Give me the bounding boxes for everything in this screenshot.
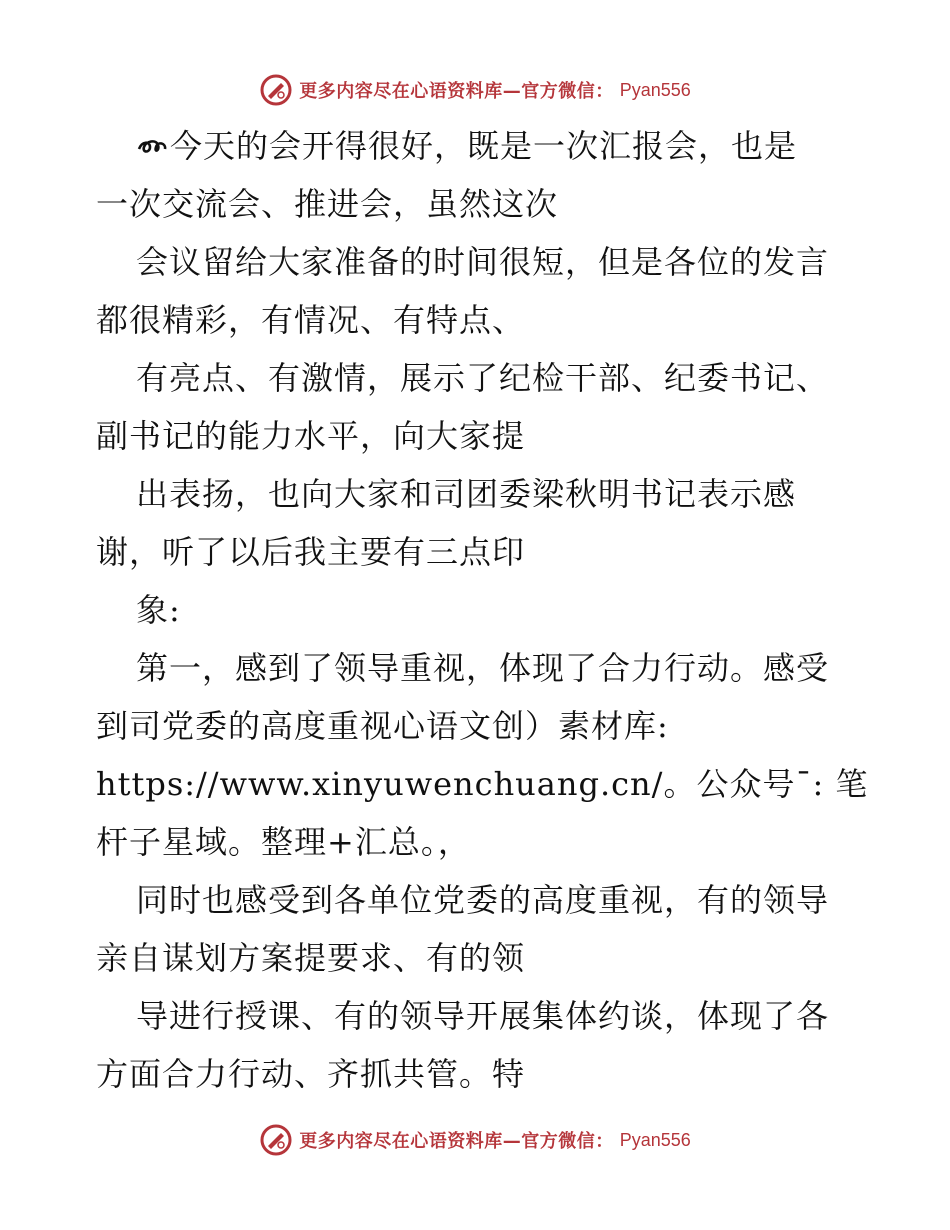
text-line: 今天的会开得很好，既是一次汇报会，也是 — [96, 117, 886, 175]
footer-banner — [0, 1120, 950, 1160]
text-line: 亲自谋划方案提要求、有的领 — [96, 939, 526, 977]
text-line: 会议留给大家准备的时间很短，但是各位的发言 — [136, 243, 830, 281]
text-line: 谢，听了以后我主要有三点印 — [96, 533, 526, 571]
banner-text: 更多内容尽在心语资料库—官方微信： — [299, 1131, 614, 1152]
text-line: 同时也感受到各单位党委的高度重视，有的领导 — [136, 881, 830, 919]
text-line: 第一，感到了领导重视，体现了合力行动。感受 — [136, 649, 830, 687]
banner-wechat-handle: Pyan556 — [619, 1129, 691, 1150]
text-line: 方面合力行动、齐抓共管。特 — [96, 1055, 526, 1093]
text-line: 一次交流会、推进会，虽然这次 — [96, 185, 559, 223]
header-banner — [0, 70, 950, 110]
text-line: 出表扬，也向大家和司团委梁秋明书记表示感 — [136, 475, 797, 513]
flourish-icon — [136, 129, 168, 161]
banner-text: 更多内容尽在心语资料库—官方微信： — [299, 81, 614, 102]
text-line: 有亮点、有激情，展示了纪检干部、纪委书记、 — [136, 359, 830, 397]
text-line: 到司党委的高度重视心语文创）素材库: — [96, 707, 669, 745]
document-body — [96, 117, 886, 1103]
text-line: https://www.xinyuwenchuang.cn/。公众号¯: 笔 — [96, 765, 869, 803]
text-line: 都很精彩，有情况、有特点、 — [96, 301, 526, 339]
text-line: 导进行授课、有的领导开展集体约谈，体现了各 — [136, 997, 830, 1035]
text-line: 杆子星域。整理+汇总。， — [96, 823, 471, 861]
banner-wechat-handle: Pyan556 — [619, 79, 691, 100]
brand-logo-icon — [259, 1123, 293, 1157]
text-line: 副书记的能力水平，向大家提 — [96, 417, 526, 455]
brand-logo-icon — [259, 73, 293, 107]
text-line: 象: — [136, 591, 181, 629]
